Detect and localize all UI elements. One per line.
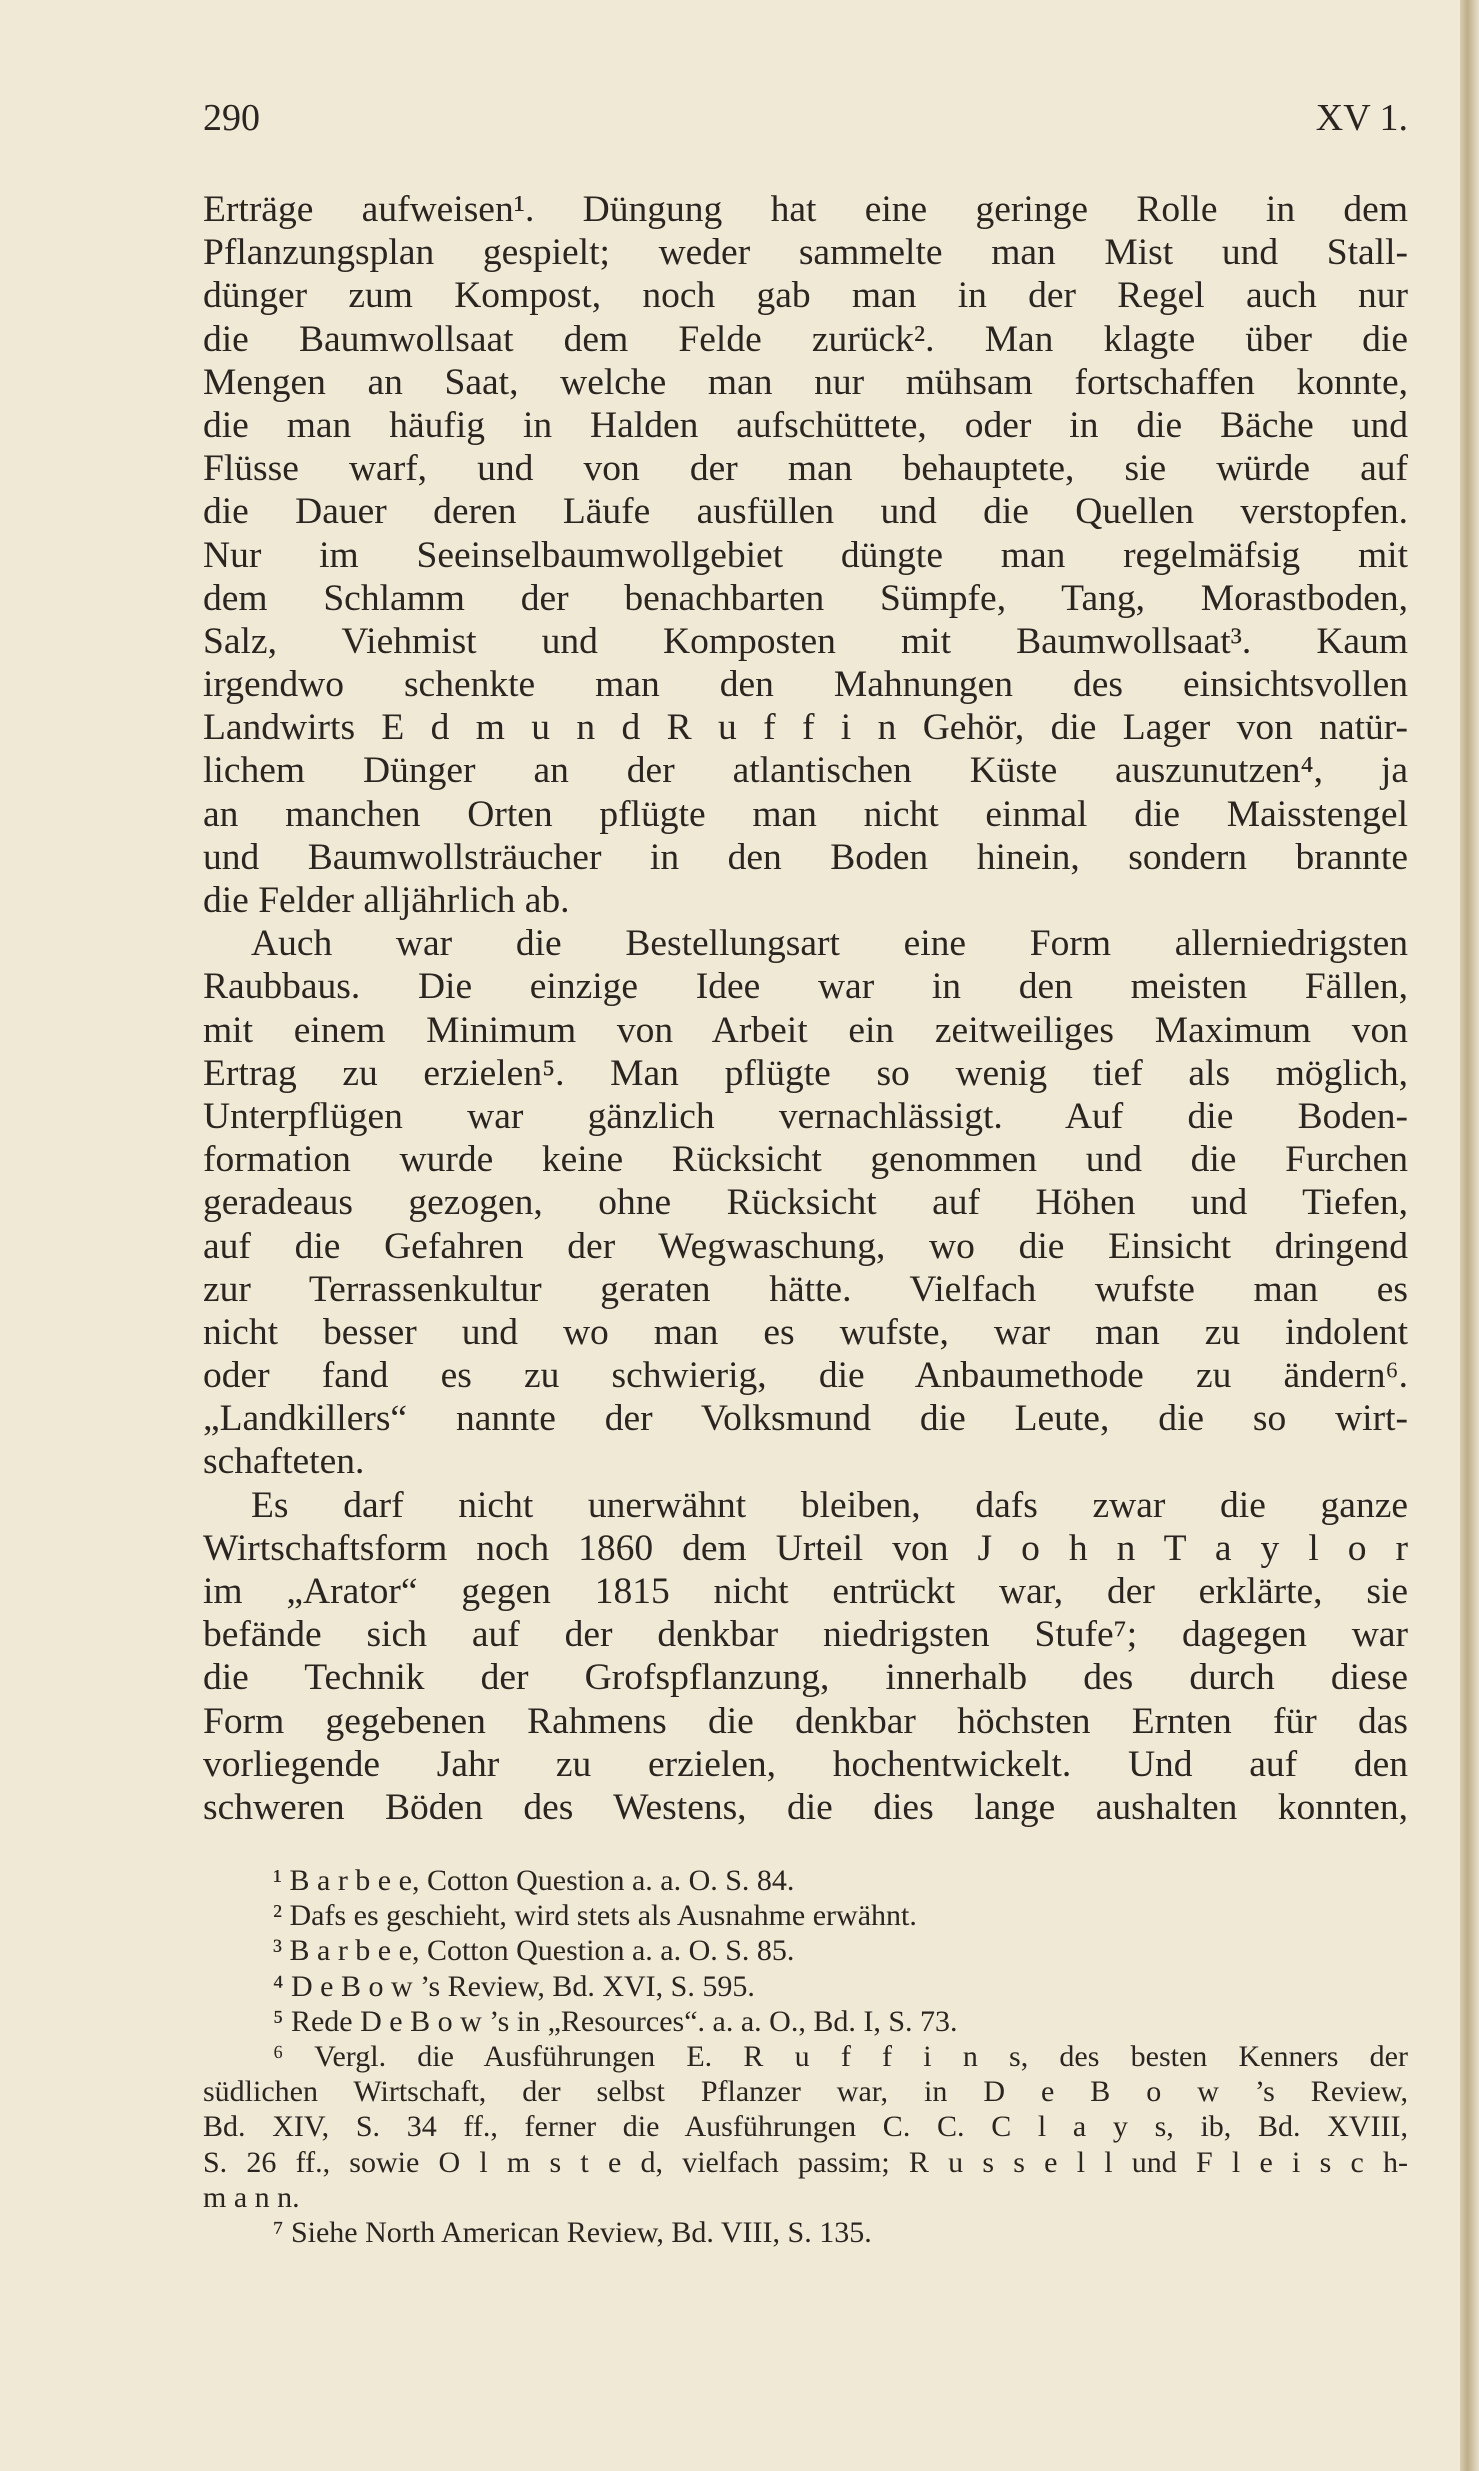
text-line: vorliegende Jahr zu erzielen, hochentwickelt. Und auf den xyxy=(203,1743,1408,1785)
text-line: befände sich auf der denkbar niedrigsten Stufe⁷; dagegen war xyxy=(203,1614,1408,1656)
footnote-7: ⁷ Siehe North American Review, Bd. VIII, S. 135. xyxy=(273,2215,872,2249)
page-header xyxy=(203,96,1408,156)
footnote-6-cont: S. 26 ff., sowie O l m s t e d, vielfach passim; R u s s e l l und F l e i s c h- xyxy=(203,2145,1408,2179)
text-line: zur Terrassenkultur geraten hätte. Vielfach wufste man es xyxy=(203,1268,1408,1310)
paragraph-end-line: die Felder alljährlich ab. xyxy=(203,880,570,921)
text-line: Wirtschaftsform noch 1860 dem Urteil von J o h n T a y l o r xyxy=(203,1527,1408,1569)
text-line: dünger zum Kompost, noch gab man in der Regel auch nur xyxy=(203,275,1408,317)
body-text xyxy=(203,188,1408,1829)
text-line: Pflanzungsplan gespielt; weder sammelte man Mist und Stall- xyxy=(203,232,1408,274)
text-line: Landwirts E d m u n d R u f f i n Gehör, die Lager von natür- xyxy=(203,707,1408,749)
text-line: die Dauer deren Läufe ausfüllen und die Quellen verstopfen. xyxy=(203,491,1408,533)
paragraph-start-line: Es darf nicht unerwähnt bleiben, dafs zwar die ganze xyxy=(251,1484,1408,1526)
footnote-6-cont: Bd. XIV, S. 34 ff., ferner die Ausführungen C. C. C l a y s, ib, Bd. XVIII, xyxy=(203,2110,1408,2144)
text-line: geradeaus gezogen, ohne Rücksicht auf Höhen und Tiefen, xyxy=(203,1182,1408,1224)
footnote-2: ² Dafs es geschieht, wird stets als Ausnahme erwähnt. xyxy=(273,1899,917,1933)
text-line: irgendwo schenkte man den Mahnungen des einsichtsvollen xyxy=(203,664,1408,706)
text-line: auf die Gefahren der Wegwaschung, wo die Einsicht dringend xyxy=(203,1225,1408,1267)
text-line: die Technik der Grofspflanzung, innerhalb des durch diese xyxy=(203,1657,1408,1699)
text-line: mit einem Minimum von Arbeit ein zeitweiliges Maximum von xyxy=(203,1009,1408,1051)
footnotes xyxy=(203,1863,1408,2250)
text-line: Unterpflügen war gänzlich vernachlässigt. Auf die Boden- xyxy=(203,1095,1408,1137)
signature-mark: XV 1. xyxy=(1315,97,1408,139)
text-line: Mengen an Saat, welche man nur mühsam fortschaffen konnte, xyxy=(203,361,1408,403)
text-line: Salz, Viehmist und Komposten mit Baumwollsaat³. Kaum xyxy=(203,620,1408,662)
footnote-3: ³ B a r b e e, Cotton Question a. a. O. S. 85. xyxy=(273,1934,795,1968)
text-line: schweren Böden des Westens, die dies lange aushalten konnten, xyxy=(203,1786,1408,1828)
footnote-1: ¹ B a r b e e, Cotton Question a. a. O. S. 84. xyxy=(273,1864,795,1897)
text-line: lichem Dünger an der atlantischen Küste auszunutzen⁴, ja xyxy=(203,750,1408,792)
text-line: formation wurde keine Rücksicht genommen und die Furchen xyxy=(203,1139,1408,1181)
text-line: und Baumwollsträucher in den Boden hinein, sondern brannte xyxy=(203,836,1408,878)
text-line: Flüsse warf, und von der man behauptete, sie würde auf xyxy=(203,448,1408,490)
footnote-5: ⁵ Rede D e B o w ’s in „Resources“. a. a. O., Bd. I, S. 73. xyxy=(273,2004,958,2038)
text-line: oder fand es zu schwierig, die Anbaumethode zu ändern⁶. xyxy=(203,1355,1408,1397)
text-line: nicht besser und wo man es wufste, war man zu indolent xyxy=(203,1311,1408,1353)
text-line: im „Arator“ gegen 1815 nicht entrückt war, der erklärte, sie xyxy=(203,1571,1408,1612)
footnote-4: ⁴ D e B o w ’s Review, Bd. XVI, S. 595. xyxy=(273,1969,755,2003)
text-line: die man häufig in Halden aufschüttete, oder in die Bäche und xyxy=(203,404,1408,446)
text-line: Raubbaus. Die einzige Idee war in den meisten Fällen, xyxy=(203,966,1408,1008)
text-line: Nur im Seeinselbaumwollgebiet düngte man regelmäfsig mit xyxy=(203,534,1408,576)
text-line: Ertrag zu erzielen⁵. Man pflügte so wenig tief als möglich, xyxy=(203,1052,1408,1094)
footnote-6-cont: südlichen Wirtschaft, der selbst Pflanzer war, in D e B o w ’s Review, xyxy=(203,2075,1408,2109)
footnote-6-end: m a n n. xyxy=(203,2180,300,2214)
page-number: 290 xyxy=(203,97,260,139)
text-line: an manchen Orten pflügte man nicht einmal die Maisstengel xyxy=(203,793,1408,835)
text-line: Form gegebenen Rahmens die denkbar höchsten Ernten für das xyxy=(203,1700,1408,1742)
paragraph-start-line: Auch war die Bestellungsart eine Form allerniedrigsten xyxy=(251,923,1408,965)
page-edge xyxy=(1460,0,1479,2471)
footnote-6: ⁶ Vergl. die Ausführungen E. R u f f i n s, des besten Kenners der xyxy=(273,2039,1408,2073)
text-line: Erträge aufweisen¹. Düngung hat eine geringe Rolle in dem xyxy=(203,189,1408,230)
text-line: „Landkillers“ nannte der Volksmund die Leute, die so wirt- xyxy=(203,1398,1408,1440)
text-line: die Baumwollsaat dem Felde zurück². Man klagte über die xyxy=(203,318,1408,360)
text-line: dem Schlamm der benachbarten Sümpfe, Tang, Morastboden, xyxy=(203,577,1408,619)
paragraph-end-line: schafteten. xyxy=(203,1441,365,1483)
